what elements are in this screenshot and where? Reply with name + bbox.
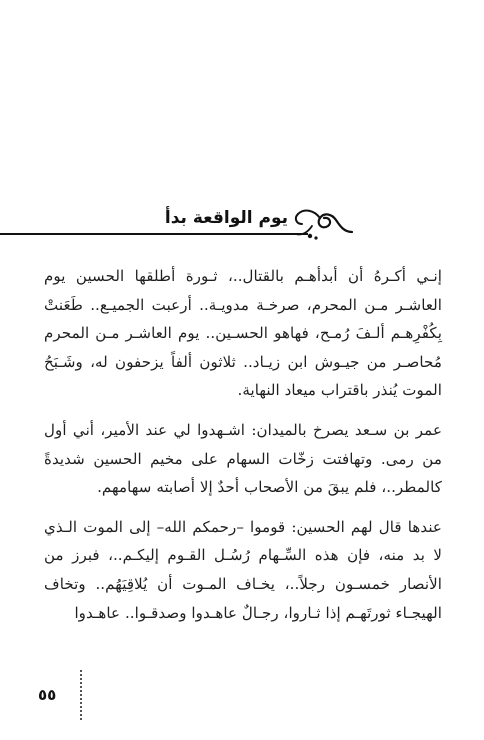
body-text <box>44 262 442 638</box>
chapter-header <box>0 196 484 244</box>
paragraph: إنـي أكـرهُ أن أبدأهـم بالقتال..، ثـورة أطلقها الحسين يوم العاشـر مـن المحرم، صرخـة مدويـة.. أرعبت الجميـع.. طَعَنتْ بِكُفْرِهـم ألـفَ رُمـح، فهاهو الحسـين.. يوم العاشـر مـن المحرم مُحاصـر من جيـوش ابن زيـاد.. ثلاثون ألفاً يزحفون له، وشَـبَحُ الموت يُنذر باقتراب ميعاد النهاية. <box>44 267 442 400</box>
page-number: ٥٥ <box>38 686 57 704</box>
chapter-title: يوم الواقعة بدأ <box>164 208 288 228</box>
footer-divider <box>80 670 82 720</box>
paragraph: عمر بن سـعد يصرخ بالميدان: اشـهدوا لي عند الأمير، أني أول من رمى. وتهافتت زخّات السهام على مخيم الحسين شديدةً كالمطر..، فلم يبقَ من الأصحاب أحدٌ إلا أصابته سهامهم. <box>44 420 442 497</box>
calligraphic-ornament-icon <box>286 202 356 242</box>
paragraph: عندها قال لهم الحسين: قوموا –رحمكم الله– إلى الموت الـذي لا بد منه، فإن هذه السِّـهام رُسُـل القـوم إليكـم..، فبرز من الأنصار خمسـون رجلاً..، يخـاف المـوت أن يُلاقِيَهُم.. وتخاف الهيجـاء ثورتَهـم إذا ثـاروا، رجـالٌ عاهـدوا وصدقـوا.. عاهـدوا <box>44 517 442 622</box>
header-rule <box>0 233 308 235</box>
